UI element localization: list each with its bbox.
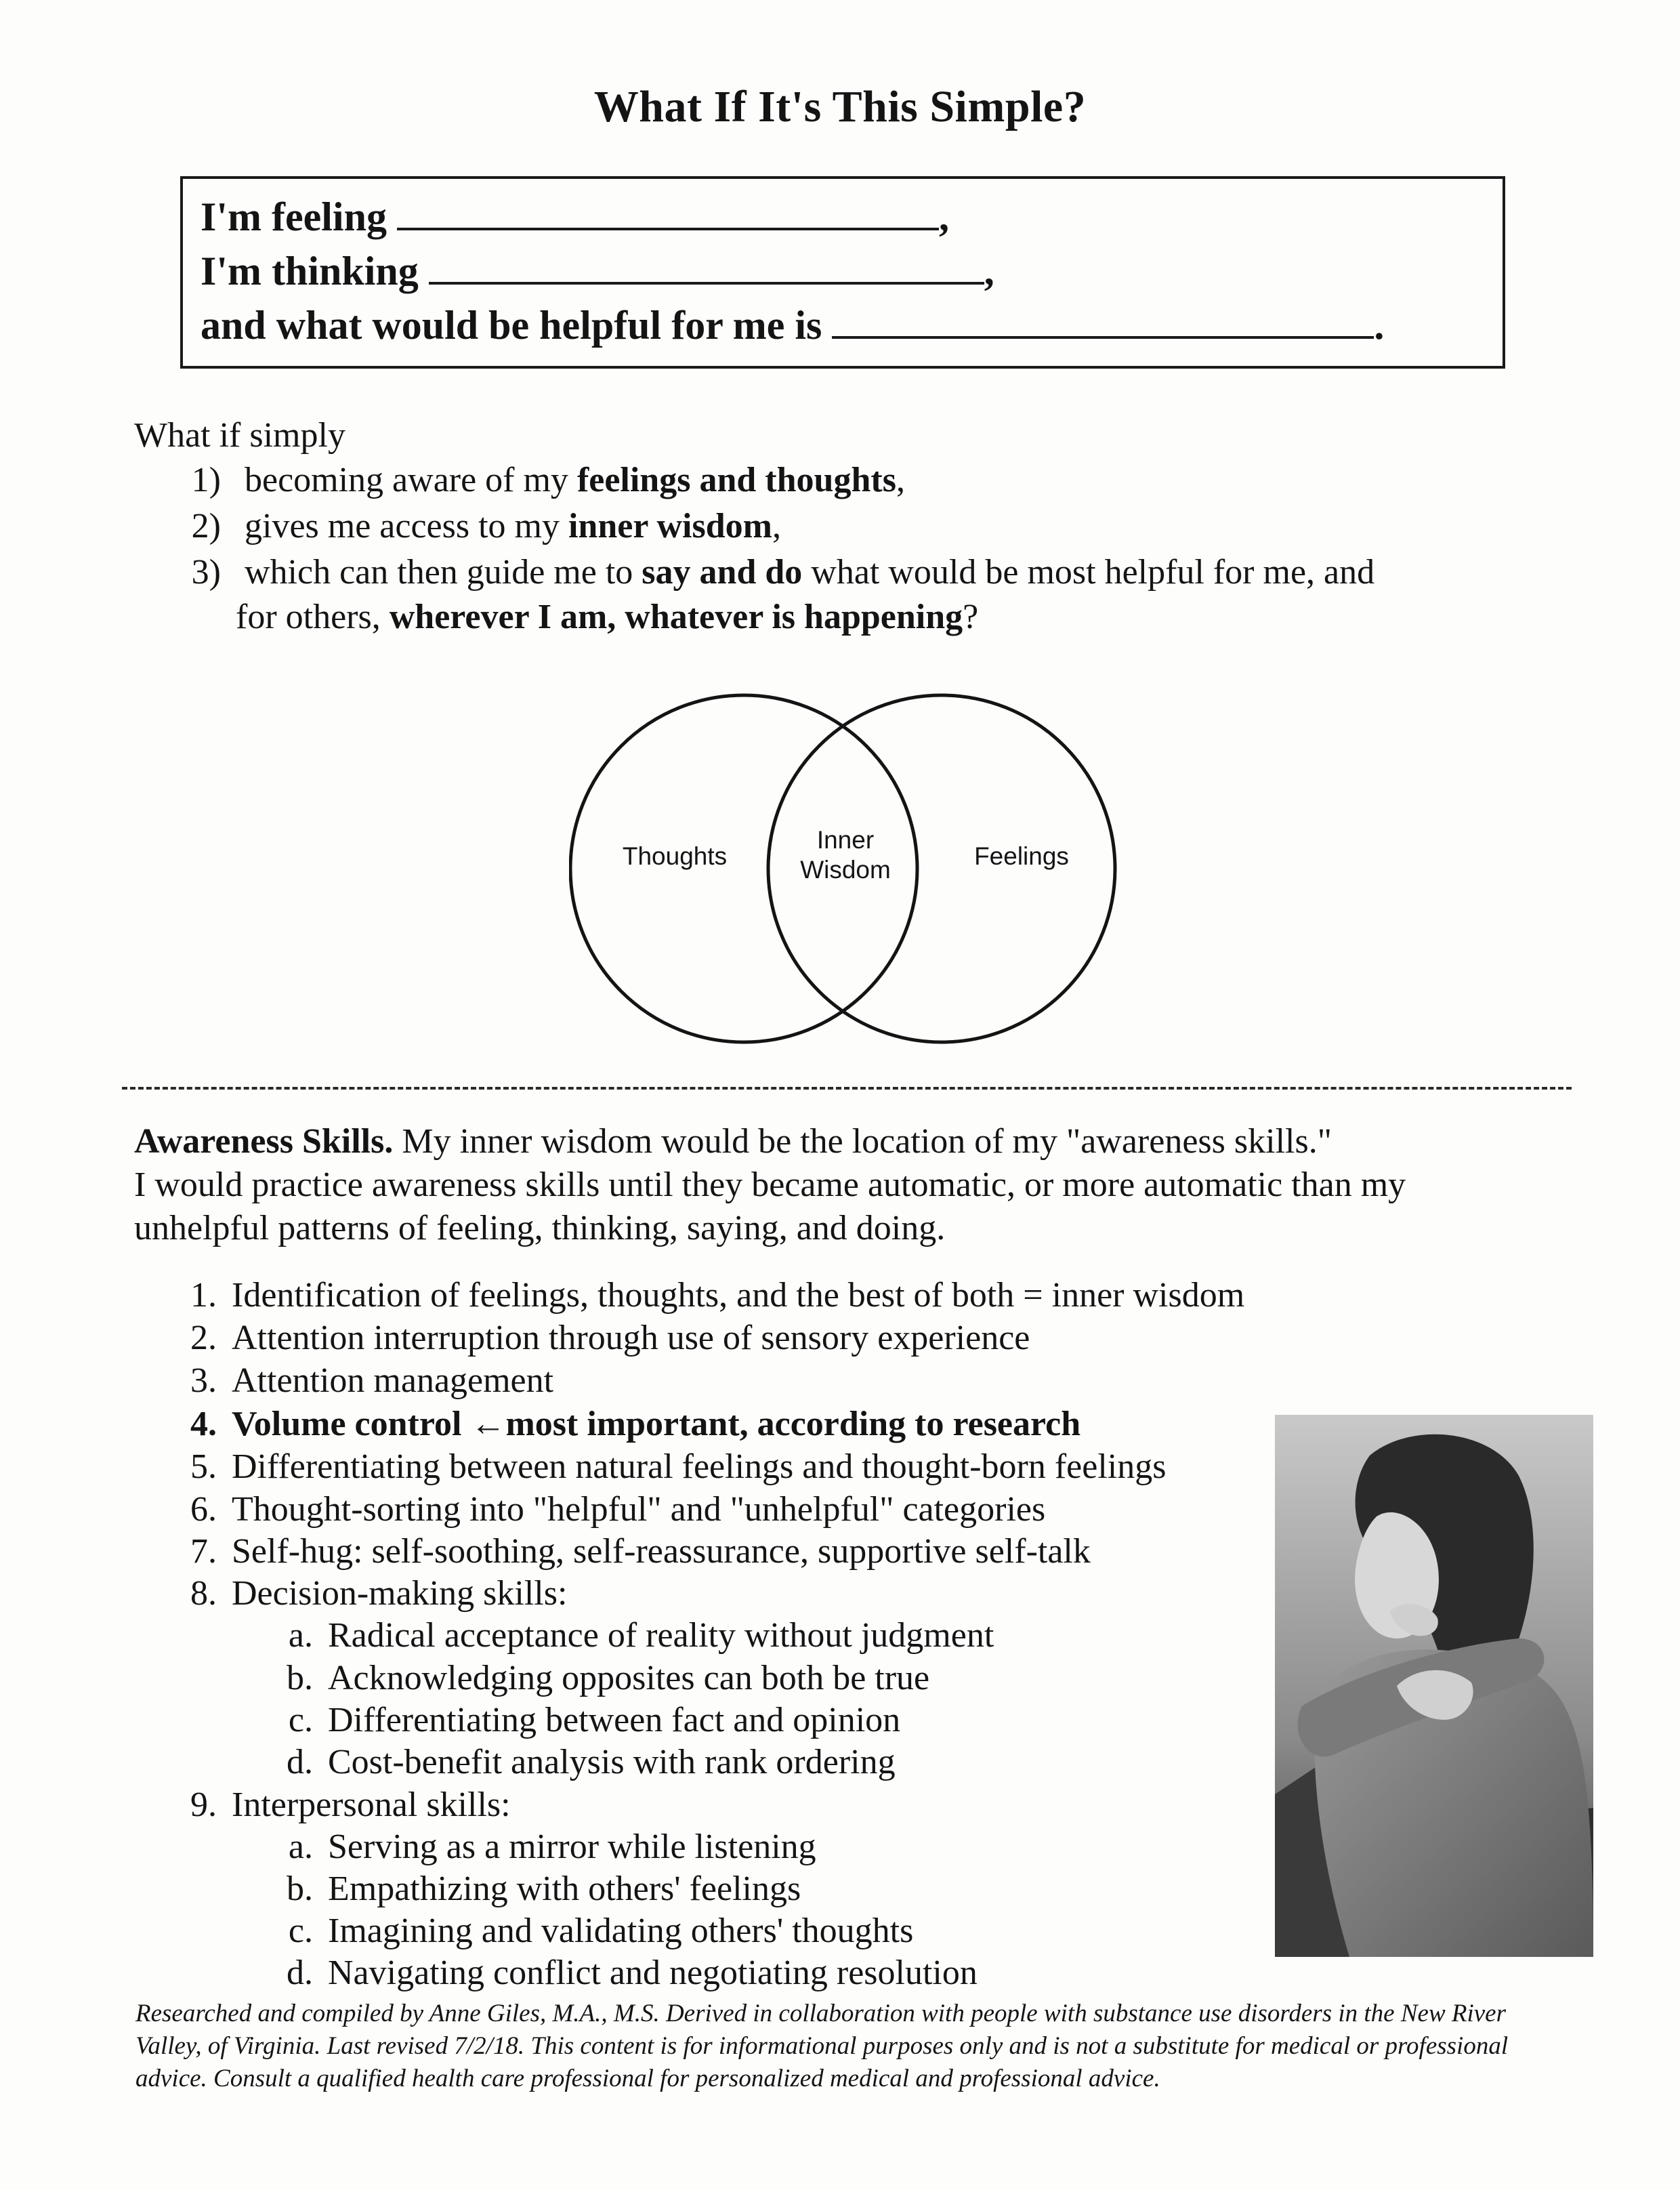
subitem-letter: d. (287, 1954, 313, 1992)
section-divider (122, 1087, 1572, 1090)
skill-text: Interpersonal skills: (232, 1785, 511, 1824)
intro-item-number: 2) (191, 507, 221, 545)
intro-item-number: 3) (191, 553, 221, 592)
subitem-text: Empathizing with others' feelings (328, 1869, 801, 1908)
intro-item-3-continuation (236, 595, 978, 640)
intro-item-bold: inner wisdom (568, 507, 772, 545)
intro-item-text: , (772, 507, 781, 545)
subitem-text: Cost-benefit analysis with rank ordering (328, 1743, 896, 1781)
awareness-line-3: unhelpful patterns of feeling, thinking, saying, and doing. (134, 1209, 946, 1247)
prompt-line-thinking (201, 248, 994, 295)
skill-number: 1. (190, 1276, 217, 1315)
page-title: What If It's This Simple? (593, 82, 1087, 131)
intro-cont-end: ? (963, 598, 979, 636)
prompt-feeling-label: I'm feeling (201, 194, 387, 239)
venn-diagram (569, 691, 1125, 1057)
intro-item-2 (180, 504, 781, 549)
prompt-helpful-end: . (1374, 303, 1385, 348)
intro-item-text: gives me access to my (245, 507, 568, 545)
prompt-thinking-end: , (984, 249, 994, 293)
subitem-text: Serving as a mirror while listening (328, 1827, 816, 1866)
skill-number: 9. (190, 1785, 217, 1824)
skill-text-emphasized: Volume control ←most important, according to research (232, 1405, 1081, 1443)
subitem-text: Radical acceptance of reality without judgment (328, 1616, 994, 1655)
subitem-letter: d. (287, 1743, 313, 1781)
subitem-letter: c. (288, 1912, 313, 1950)
intro-item-bold: feelings and thoughts (576, 461, 896, 499)
intro-cont-text: for others, (236, 598, 390, 636)
skill-text: Attention interruption through use of sensory experience (232, 1319, 1030, 1357)
self-hug-photo (1275, 1415, 1593, 1957)
intro-item-3 (180, 550, 1374, 595)
subitem-text: Acknowledging opposites can both be true (328, 1659, 930, 1697)
intro-item-text: which can then guide me to (245, 553, 642, 592)
skill-text: Attention management (232, 1361, 554, 1400)
intro-lead: What if simply (134, 416, 345, 455)
thinking-blank[interactable] (429, 251, 984, 285)
subitem-letter: b. (287, 1869, 313, 1908)
subitem-letter: b. (287, 1659, 313, 1697)
prompt-thinking-label: I'm thinking (201, 249, 419, 293)
subitem-text: Differentiating between fact and opinion (328, 1701, 901, 1739)
skill-number: 6. (190, 1490, 217, 1529)
skill-text: Differentiating between natural feelings and thought-born feelings (232, 1447, 1167, 1486)
prompt-line-feeling (201, 194, 949, 241)
subitem-letter: a. (288, 1827, 313, 1866)
venn-center-label-line2: Wisdom (800, 856, 891, 884)
helpful-blank[interactable] (832, 305, 1374, 339)
skill-number: 4. (190, 1405, 217, 1443)
awareness-line-2: I would practice awareness skills until they became automatic, or more automatic than my (134, 1165, 1406, 1204)
subitem-text: Navigating conflict and negotiating resolution (328, 1954, 978, 1992)
intro-cont-bold: wherever I am, whatever is happening (389, 598, 963, 636)
skill-number: 2. (190, 1319, 217, 1357)
intro-list (180, 458, 1535, 661)
prompt-line-helpful (201, 302, 1384, 349)
skills-list (169, 1275, 1280, 1993)
intro-item-bold: say and do (642, 553, 803, 592)
intro-item-number: 1) (191, 461, 221, 499)
subitem-text: Imagining and validating others' thoughts (328, 1912, 914, 1950)
skill-text: Self-hug: self-soothing, self-reassurance, supportive self-talk (232, 1532, 1091, 1571)
reflection-prompt-box (180, 176, 1505, 369)
footer-disclaimer: Researched and compiled by Anne Giles, M.A., M.S. Derived in collaboration with people with substance use disorders in the New River Valley, of Virginia. Last revised 7/2/18. This content is for informational purposes only and is not a substitute for medical or professional advice. Consult a qualified health care professional for personalized medical and professional advice. (135, 2000, 1509, 2092)
awareness-heading: Awareness Skills. (134, 1122, 394, 1161)
venn-right-label: Feelings (974, 842, 1069, 870)
venn-left-label: Thoughts (622, 842, 728, 870)
awareness-line-1 (134, 1119, 1332, 1164)
skill-number: 3. (190, 1361, 217, 1400)
intro-item-text: , (896, 461, 905, 499)
subitem-letter: c. (288, 1701, 313, 1739)
feeling-blank[interactable] (397, 197, 939, 230)
skill-number: 7. (190, 1532, 217, 1571)
skill-text: Identification of feelings, thoughts, and the best of both = inner wisdom (232, 1276, 1245, 1315)
awareness-intro-text: My inner wisdom would be the location of my "awareness skills." (393, 1122, 1332, 1161)
intro-item-1 (180, 458, 905, 503)
skill-text: Decision-making skills: (232, 1574, 568, 1613)
skill-text: Thought-sorting into "helpful" and "unhelpful" categories (232, 1490, 1046, 1529)
subitem-letter: a. (288, 1616, 313, 1655)
prompt-feeling-end: , (938, 194, 949, 239)
intro-item-text: what would be most helpful for me, and (802, 553, 1375, 592)
intro-item-text: becoming aware of my (245, 461, 577, 499)
skill-number: 8. (190, 1574, 217, 1613)
skill-number: 5. (190, 1447, 217, 1486)
prompt-helpful-label: and what would be helpful for me is (201, 303, 822, 348)
venn-center-label-line1: Inner (816, 826, 875, 854)
